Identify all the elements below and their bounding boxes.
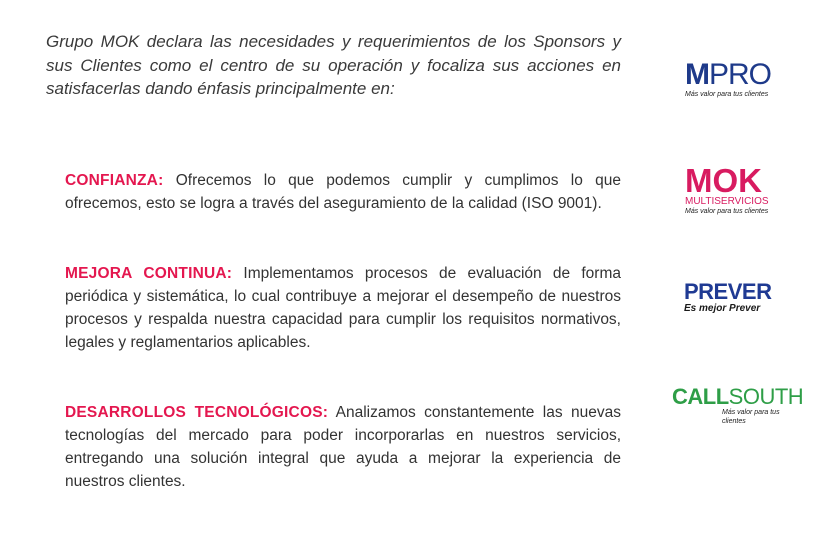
section-text: Implementamos procesos de evaluación de forma periódica y sistemática, lo cual contribuye a mejorar el desempeño de nuestros procesos y respalda nuestra capacidad para cumplir los requisitos normativos, legales y reglamentarios aplicables. — [65, 265, 621, 351]
mok-wordmark: MOK — [685, 162, 762, 199]
prever-wordmark: PREVER — [684, 279, 772, 304]
callsouth-wordmark: CALLSOUTH — [672, 384, 804, 409]
callsouth-logo — [672, 386, 802, 426]
section-confianza — [65, 169, 621, 215]
mpro-logo — [685, 60, 785, 98]
section-heading: MEJORA CONTINUA: — [65, 265, 233, 282]
section-text: Ofrecemos lo que podemos cumplir y cumplimos lo que ofrecemos, esto se logra a través del aseguramiento de la calidad (ISO 9001). — [65, 172, 621, 212]
section-text: Analizamos constantemente las nuevas tecnologías del mercado para poder incorporarlas en nuestros servicios, entregando una solución integral que ayuda a mejorar la experiencia de nuestros clientes. — [65, 404, 621, 490]
mpro-tagline: Más valor para tus clientes — [685, 91, 769, 98]
mpro-wordmark: MPRO — [685, 58, 772, 91]
prever-logo — [684, 281, 784, 314]
section-mejora-continua — [65, 262, 621, 354]
prever-tagline: Es mejor Prever — [684, 303, 761, 314]
mok-tagline: Más valor para tus clientes — [685, 208, 769, 215]
mok-logo — [685, 162, 785, 216]
section-heading: CONFIANZA: — [65, 172, 164, 189]
section-heading: DESARROLLOS TECNOLÓGICOS: — [65, 404, 329, 421]
callsouth-tagline: Más valor para tus clientes — [722, 409, 780, 425]
section-desarrollos-tecnologicos — [65, 401, 621, 493]
intro-paragraph: Grupo MOK declara las necesidades y requerimientos de los Sponsors y sus Clientes como el centro de su operación y focaliza sus acciones en satisfacerlas dando énfasis principalmente en: — [46, 32, 621, 98]
mok-subtitle: MULTISERVICIOS — [685, 196, 769, 207]
